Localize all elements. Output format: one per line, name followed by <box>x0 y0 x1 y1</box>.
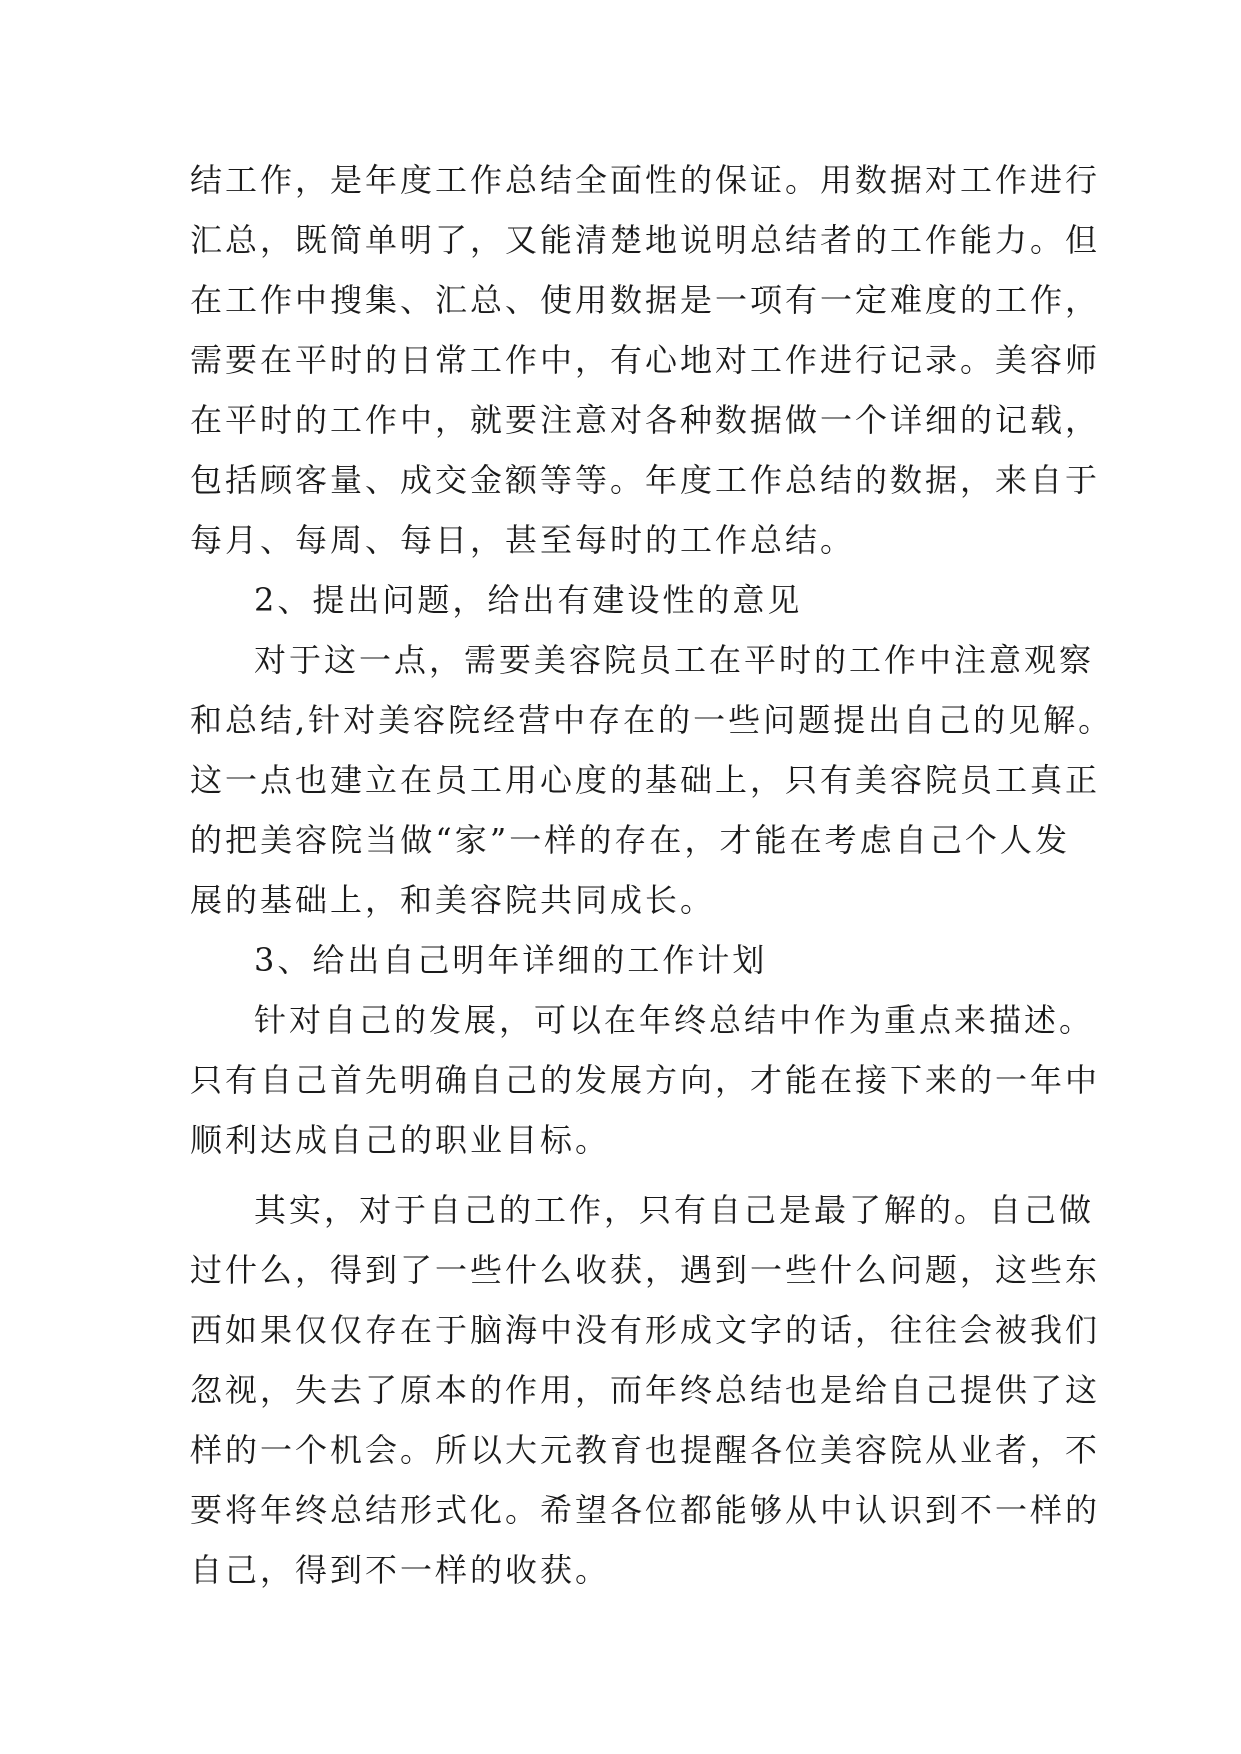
section-heading-3: 3、给出自己明年详细的工作计划 <box>254 941 768 979</box>
text-line: 包括顾客量、成交金额等等。年度工作总结的数据，来自于 <box>190 461 1101 499</box>
paragraph-conclusion <box>190 1180 1101 1600</box>
document-body <box>190 150 1114 1600</box>
text-line: 针对自己的发展，可以在年终总结中作为重点来描述。 <box>254 1001 1095 1039</box>
section-heading-2: 2、提出问题，给出有建设性的意见 <box>254 581 803 619</box>
text-line: 的把美容院当做“家”一样的存在，才能在考虑自己个人发 <box>190 821 1070 859</box>
paragraph-spacer <box>190 1170 1070 1180</box>
text-line: 只有自己首先明确自己的发展方向，才能在接下来的一年中 <box>190 1061 1101 1099</box>
paragraph-raise-issues <box>190 630 1114 930</box>
text-line: 其实，对于自己的工作，只有自己是最了解的。自己做 <box>254 1191 1095 1229</box>
text-line: 对于这一点，需要美容院员工在平时的工作中注意观察 <box>254 641 1095 679</box>
text-line: 汇总，既简单明了，又能清楚地说明总结者的工作能力。但 <box>190 221 1101 259</box>
text-line: 在平时的工作中，就要注意对各种数据做一个详细的记载， <box>190 401 1101 439</box>
text-line: 和总结,针对美容院经营中存在的一些问题提出自己的见解。 <box>190 701 1114 739</box>
paragraph-data-summary <box>190 150 1101 570</box>
text-line: 样的一个机会。所以大元教育也提醒各位美容院从业者，不 <box>190 1431 1101 1469</box>
text-line: 自己，得到不一样的收获。 <box>190 1551 611 1589</box>
text-line: 忽视，失去了原本的作用，而年终总结也是给自己提供了这 <box>190 1371 1101 1409</box>
text-line: 需要在平时的日常工作中，有心地对工作进行记录。美容师 <box>190 341 1101 379</box>
text-line: 展的基础上，和美容院共同成长。 <box>190 881 716 919</box>
text-line: 结工作，是年度工作总结全面性的保证。用数据对工作进行 <box>190 161 1101 199</box>
text-line: 要将年终总结形式化。希望各位都能够从中认识到不一样的 <box>190 1491 1101 1529</box>
paragraph-work-plan <box>190 990 1101 1170</box>
text-line: 西如果仅仅存在于脑海中没有形成文字的话，往往会被我们 <box>190 1311 1101 1349</box>
text-line: 这一点也建立在员工用心度的基础上，只有美容院员工真正 <box>190 761 1101 799</box>
text-line: 过什么，得到了一些什么收获，遇到一些什么问题，这些东 <box>190 1251 1101 1289</box>
text-line: 在工作中搜集、汇总、使用数据是一项有一定难度的工作， <box>190 281 1101 319</box>
text-line: 顺利达成自己的职业目标。 <box>190 1121 611 1159</box>
text-line: 每月、每周、每日，甚至每时的工作总结。 <box>190 521 856 559</box>
